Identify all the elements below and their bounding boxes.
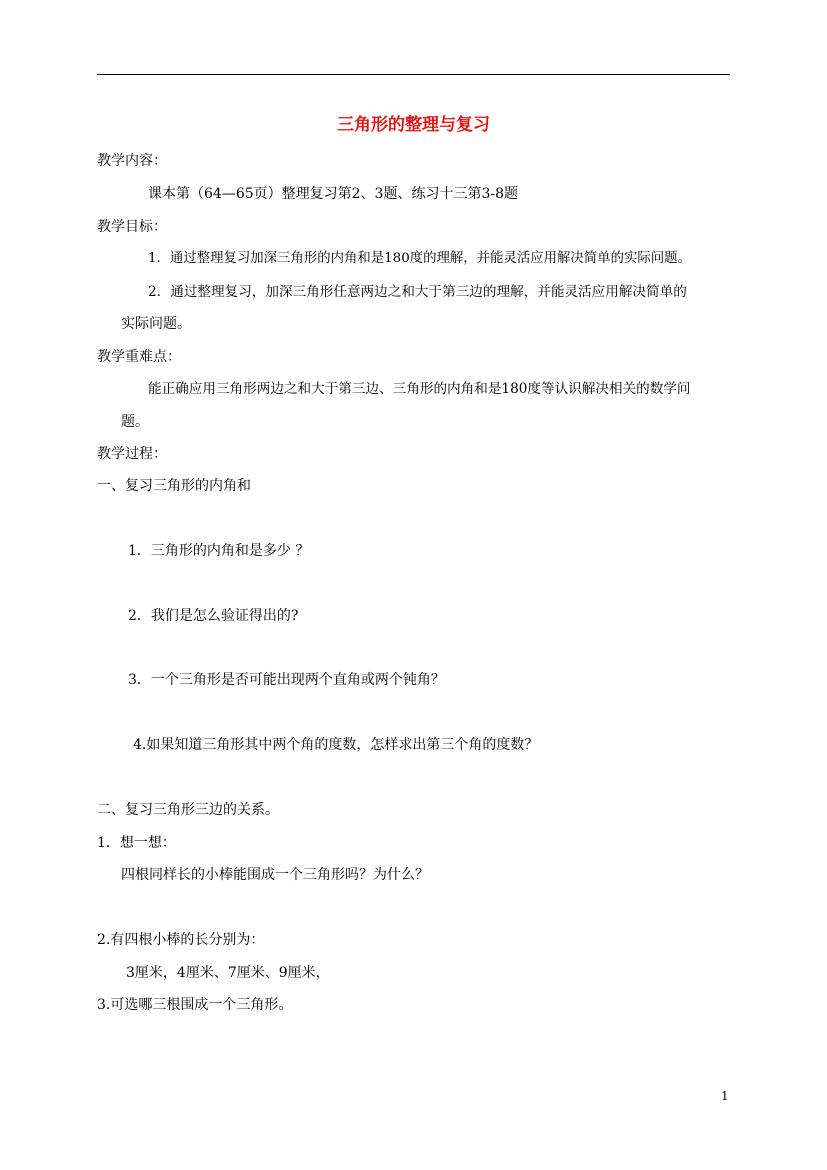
document-title: 三角形的整理与复习 (337, 115, 490, 135)
objective-item-1: 1．通过整理复习加深三角形的内角和是180度的理解，并能灵活应用解决简单的实际问题。 (148, 251, 691, 266)
objectives-heading: 教学目标： (97, 219, 167, 235)
content-text: 课本第（64—65页）整理复习第2、3题、练习十三第3-8题 (148, 186, 518, 202)
content-heading: 教学内容： (97, 153, 167, 169)
section-1-heading: 一、复习三角形的内角和 (97, 478, 251, 494)
section-1-question-1: 1．三角形的内角和是多少 ？ (128, 543, 310, 559)
objective-item-2-line-2: 实际问题。 (121, 316, 191, 332)
objective-item-2-line-1: 2．通过整理复习，加深三角形任意两边之和大于第三边的理解，并能灵活应用解决简单的 (148, 284, 687, 300)
key-points-line-1: 能正确应用三角形两边之和大于第三边、三角形的内角和是180度等认识解决相关的数学问 (148, 381, 691, 397)
section-1-question-3: 3．一个三角形是否可能出现两个直角或两个钝角？ (128, 672, 445, 688)
section-2-think-heading: 1．想一想： (97, 835, 176, 851)
section-2-question-3: 3.可选哪三根围成一个三角形。 (97, 997, 293, 1013)
section-2-question-2: 2.有四根小棒的长分别为： (97, 932, 265, 948)
process-heading: 教学过程： (97, 446, 167, 462)
page-number: 1 (721, 1089, 729, 1103)
section-2-think-text: 四根同样长的小棒能围成一个三角形吗？为什么？ (121, 867, 429, 883)
section-2-lengths: 3厘米，4厘米、7厘米、9厘米， (126, 965, 330, 981)
section-1-question-2: 2．我们是怎么验证得出的? (128, 608, 299, 624)
section-1-question-4: 4.如果知道三角形其中两个角的度数，怎样求出第三个角的度数？ (133, 737, 539, 753)
section-2-heading: 二、复习三角形三边的关系。 (97, 802, 279, 818)
key-points-line-2: 题。 (121, 414, 149, 430)
header-rule (97, 74, 730, 75)
key-points-heading: 教学重难点： (97, 349, 181, 365)
